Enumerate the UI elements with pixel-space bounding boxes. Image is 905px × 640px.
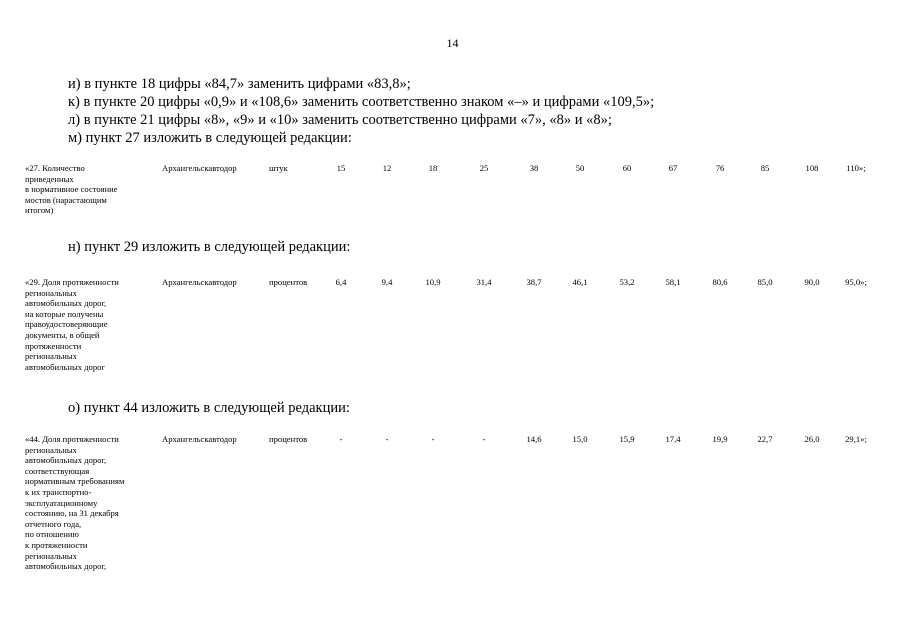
paragraph-i: и) в пункте 18 цифры «84,7» заменить цифрами «83,8»; [68,76,411,92]
page-number: 14 [446,36,459,50]
year-value-cell: 80,6 [712,277,728,287]
unit-of-measure: процентов [269,277,308,287]
unit-of-measure: процентов [269,434,308,444]
year-value-cell: - [385,434,389,444]
indicator-name-line: протяженности [25,340,82,351]
year-value-cell: 17,4 [665,434,681,444]
indicator-name-line: к протяженности [25,539,88,550]
year-value-cell: 26,0 [804,434,820,444]
indicator-name-line: региональных [25,550,77,561]
indicator-name [25,163,155,216]
indicator-name-line: мостов (нарастающим [25,194,107,205]
year-value-cell: 108 [805,163,819,173]
indicator-name [25,434,155,572]
year-value-cell: 19,9 [712,434,728,444]
year-value-cell: 46,1 [572,277,588,287]
year-value-cell: 90,0 [804,277,820,287]
indicator-name-line: «27. Количество [25,163,85,173]
indicator-name-line: документы, в общей [25,329,100,340]
indicator-name-line: итогом) [25,205,54,216]
year-value-cell: 67 [668,163,678,173]
year-value-cell: 58,1 [665,277,681,287]
indicator-name-line: «44. Доля протяженности [25,434,119,444]
year-value-cell: 110»; [846,163,866,173]
year-value-cell: 6,4 [335,277,347,287]
indicator-name-line: состоянию, на 31 декабря [25,508,119,519]
year-value-cell: 15,0 [572,434,588,444]
indicator-name-line: автомобильных дорог, [25,298,107,309]
indicator-name-line: автомобильных дорог [25,361,105,372]
indicator-name-line: в нормативное состояние [25,184,118,195]
heading-o: о) пункт 44 изложить в следующей редакции: [68,400,350,416]
indicator-name-line: автомобильных дорог, [25,455,107,466]
year-value-cell: 22,7 [757,434,773,444]
year-value-cell: 12 [382,163,392,173]
indicator-name-line: на которые получены [25,308,104,319]
indicator-name-line: эксплуатационному [25,497,98,508]
indicator-name-line: региональных [25,444,77,455]
year-value-cell: 10,9 [425,277,441,287]
year-value-cell: 85,0 [757,277,773,287]
paragraph-m: м) пункт 27 изложить в следующей редакции: [68,130,352,146]
year-value-cell: 29,1»; [845,434,867,444]
year-value-cell: 25 [479,163,489,173]
year-value-cell: 38,7 [526,277,542,287]
year-value-cell: 76 [715,163,725,173]
year-value-cell: 31,4 [476,277,492,287]
year-value-cell: 95,0»; [845,277,867,287]
year-value-cell: 9,4 [381,277,393,287]
unit-of-measure: штук [269,163,288,173]
year-value-cell: 18 [428,163,438,173]
indicator-name-line: региональных [25,287,77,298]
indicator-name-line: правоудостоверяющие [25,319,108,330]
indicator-name-line: региональных [25,351,77,362]
indicator-name-line: «29. Доля протяженности [25,277,119,287]
year-value-cell: 14,6 [526,434,542,444]
year-value-cell: 60 [622,163,632,173]
indicator-name [25,277,155,372]
indicator-name-line: к их транспортно- [25,486,92,497]
year-value-cell: - [431,434,435,444]
heading-n: н) пункт 29 изложить в следующей редакции: [68,239,351,255]
indicator-name-line: автомобильных дорог, [25,561,107,572]
indicator-name-line: по отношению [25,529,79,540]
indicator-name-line: соответствующая [25,465,90,476]
indicator-name-line: приведенных [25,173,74,184]
responsible-org: Архангельскавтодор [162,434,237,444]
year-value-cell: 85 [760,163,770,173]
paragraph-k: к) в пункте 20 цифры «0,9» и «108,6» заменить соответственно знаком «–» и цифрами «109,5»; [68,94,655,110]
year-value-cell: 50 [575,163,585,173]
responsible-org: Архангельскавтодор [162,277,237,287]
paragraph-l: л) в пункте 21 цифры «8», «9» и «10» заменить соответственно цифрами «7», «8» и «8»; [68,112,612,128]
year-value-cell: - [482,434,486,444]
year-value-cell: 38 [529,163,539,173]
responsible-org: Архангельскавтодор [162,163,237,173]
year-value-cell: 53,2 [619,277,635,287]
year-value-cell: 15,9 [619,434,635,444]
indicator-name-line: отчетного года, [25,518,82,529]
indicator-name-line: нормативным требованиям [25,476,125,487]
year-value-cell: - [339,434,343,444]
year-value-cell: 15 [336,163,346,173]
